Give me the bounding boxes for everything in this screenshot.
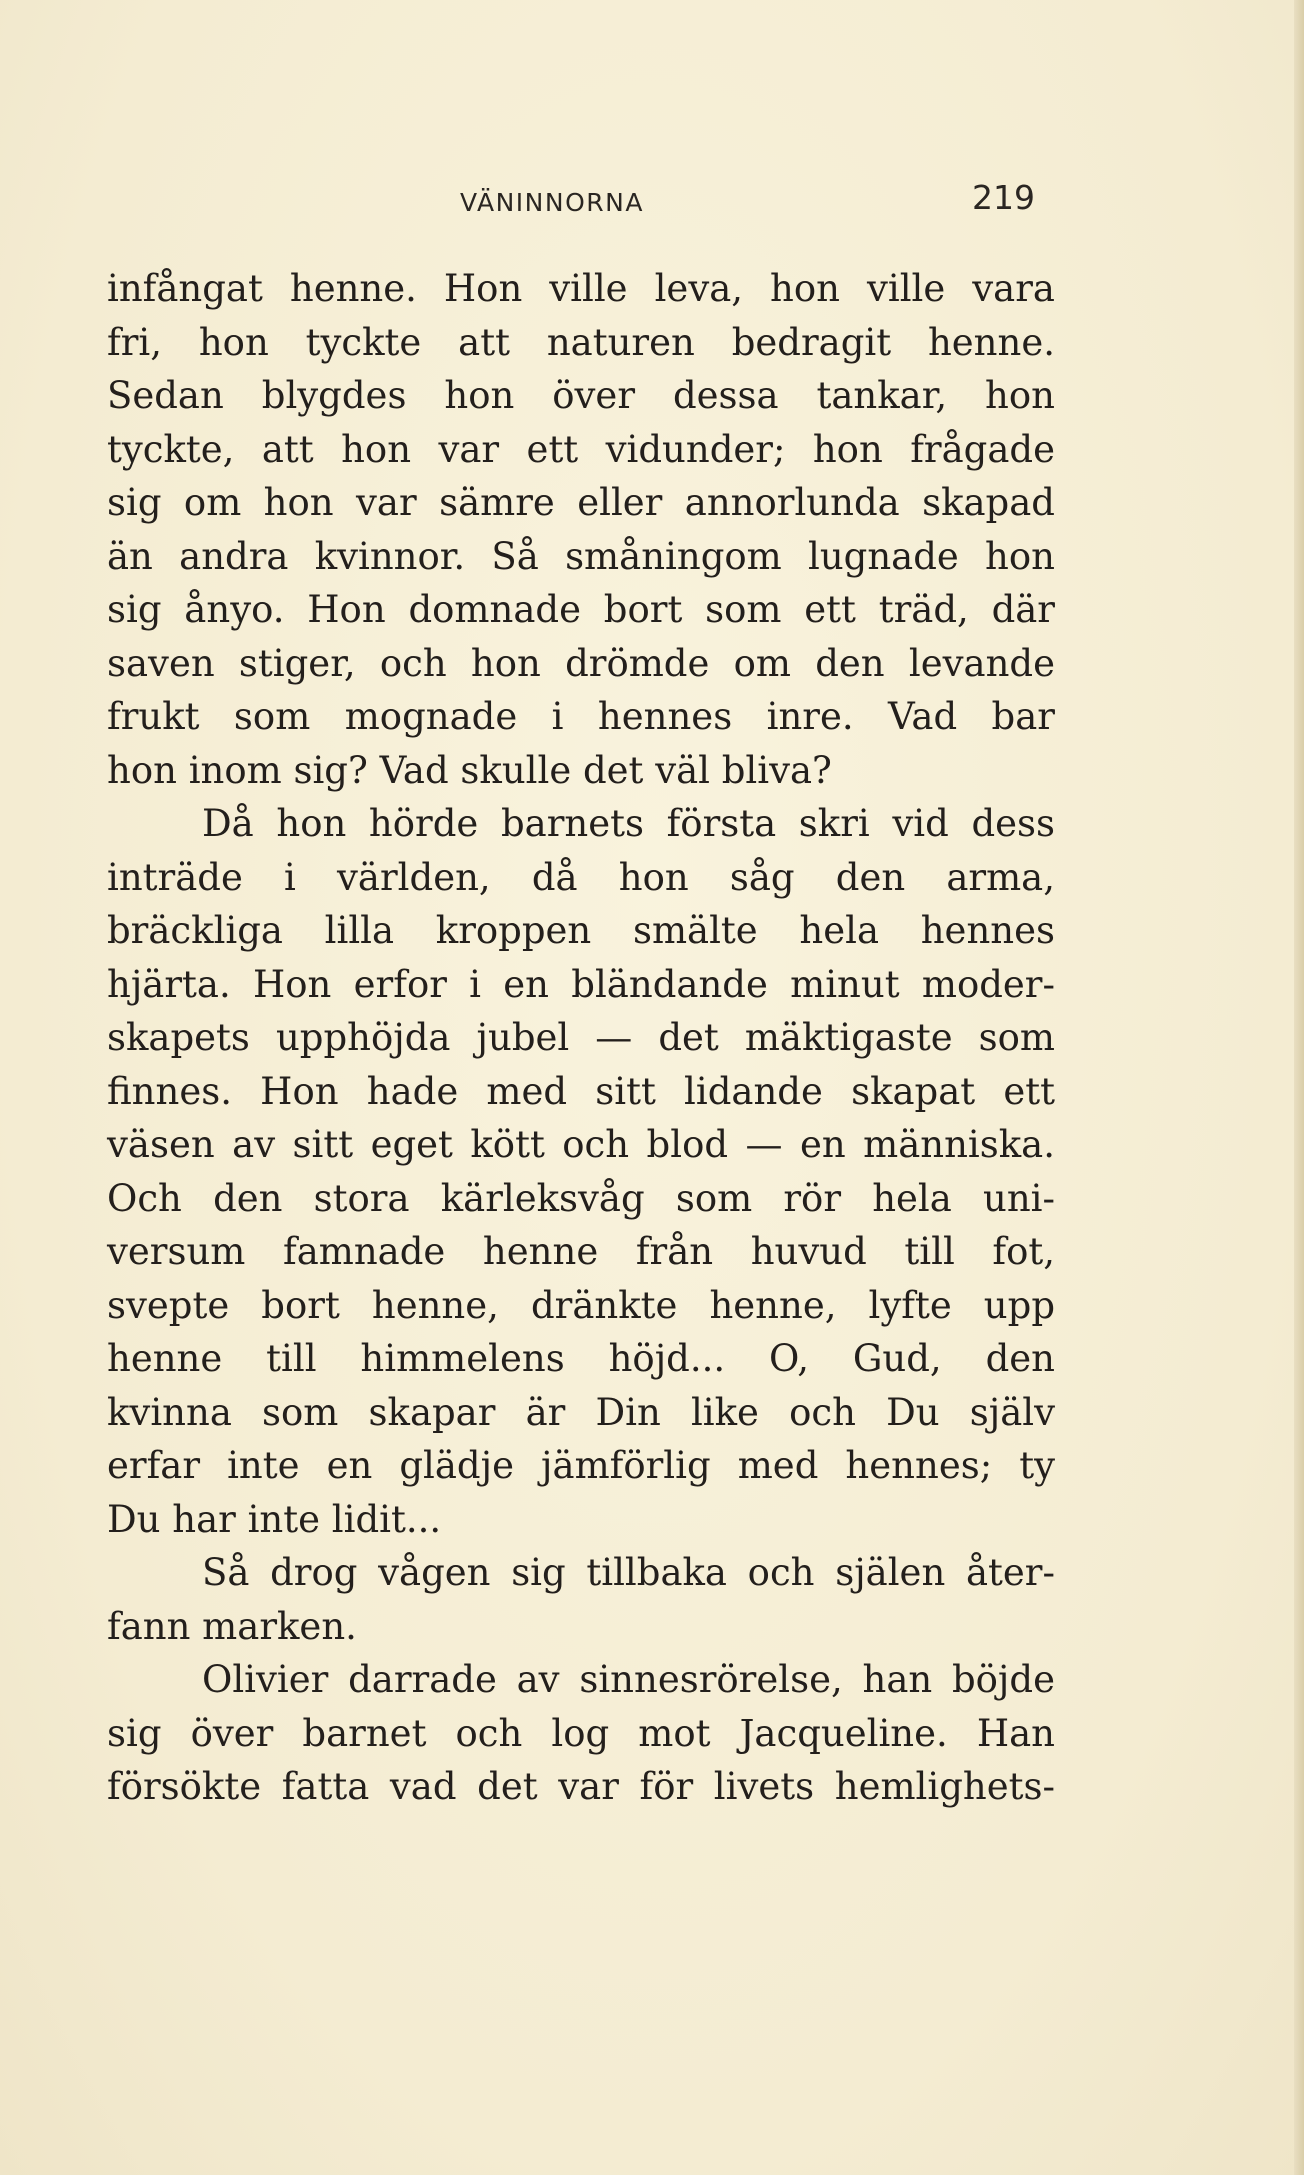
- text-line: finnes. Hon hade med sitt lidande skapat ett: [107, 1069, 1055, 1113]
- page-header: [107, 178, 1055, 238]
- text-line: tyckte, att hon var ett vidunder; hon frågade: [107, 427, 1055, 471]
- text-line: erfar inte en glädje jämförlig med hennes; ty: [107, 1444, 1055, 1487]
- text-line: fri, hon tyckte att naturen bedragit henne.: [107, 320, 1055, 364]
- text-line: infångat henne. Hon ville leva, hon ville vara: [107, 267, 1055, 310]
- text-line: saven stiger, och hon drömde om den levande: [107, 641, 1055, 685]
- text-line: frukt som mognade i hennes inre. Vad bar: [107, 695, 1055, 738]
- running-title: VÄNINNORNA: [460, 188, 644, 217]
- text-line: hon inom sig? Vad skulle det väl bliva?: [107, 748, 832, 792]
- text-line: än andra kvinnor. Så småningom lugnade hon: [107, 534, 1055, 578]
- text-line: sig ånyo. Hon domnade bort som ett träd, där: [107, 588, 1055, 631]
- text-line: henne till himmelens höjd... O, Gud, den: [107, 1337, 1055, 1380]
- text-line: fann marken.: [107, 1604, 357, 1648]
- text-line: Och den stora kärleksvåg som rör hela uni-: [107, 1176, 1055, 1220]
- text-line: sig om hon var sämre eller annorlunda skapad: [107, 481, 1055, 524]
- text-line: kvinna som skapar är Din like och Du själv: [107, 1390, 1055, 1434]
- text-line: sig över barnet och log mot Jacqueline. Han: [107, 1711, 1055, 1755]
- text-line: svepte bort henne, dränkte henne, lyfte upp: [107, 1283, 1055, 1327]
- text-line: Sedan blygdes hon över dessa tankar, hon: [107, 374, 1055, 417]
- page-edge: [1294, 0, 1304, 2175]
- text-line: Olivier darrade av sinnesrörelse, han böjde: [202, 1658, 1055, 1701]
- text-line: hjärta. Hon erfor i en bländande minut moder-: [107, 962, 1055, 1006]
- text-line: Så drog vågen sig tillbaka och själen åter-: [202, 1551, 1055, 1594]
- text-line: Du har inte lidit...: [107, 1497, 442, 1541]
- body-text: [107, 262, 1055, 1814]
- text-line: Då hon hörde barnets första skri vid dess: [202, 802, 1055, 845]
- text-line: inträde i världen, då hon såg den arma,: [107, 855, 1055, 899]
- text-line: skapets upphöjda jubel — det mäktigaste som: [107, 1016, 1055, 1059]
- text-line: versum famnade henne från huvud till fot,: [107, 1230, 1055, 1273]
- text-line: försökte fatta vad det var för livets hemlighets-: [107, 1765, 1055, 1808]
- text-line: väsen av sitt eget kött och blod — en människa.: [107, 1123, 1055, 1166]
- page-number: 219: [972, 178, 1035, 217]
- text-line: bräckliga lilla kroppen smälte hela hennes: [107, 909, 1055, 952]
